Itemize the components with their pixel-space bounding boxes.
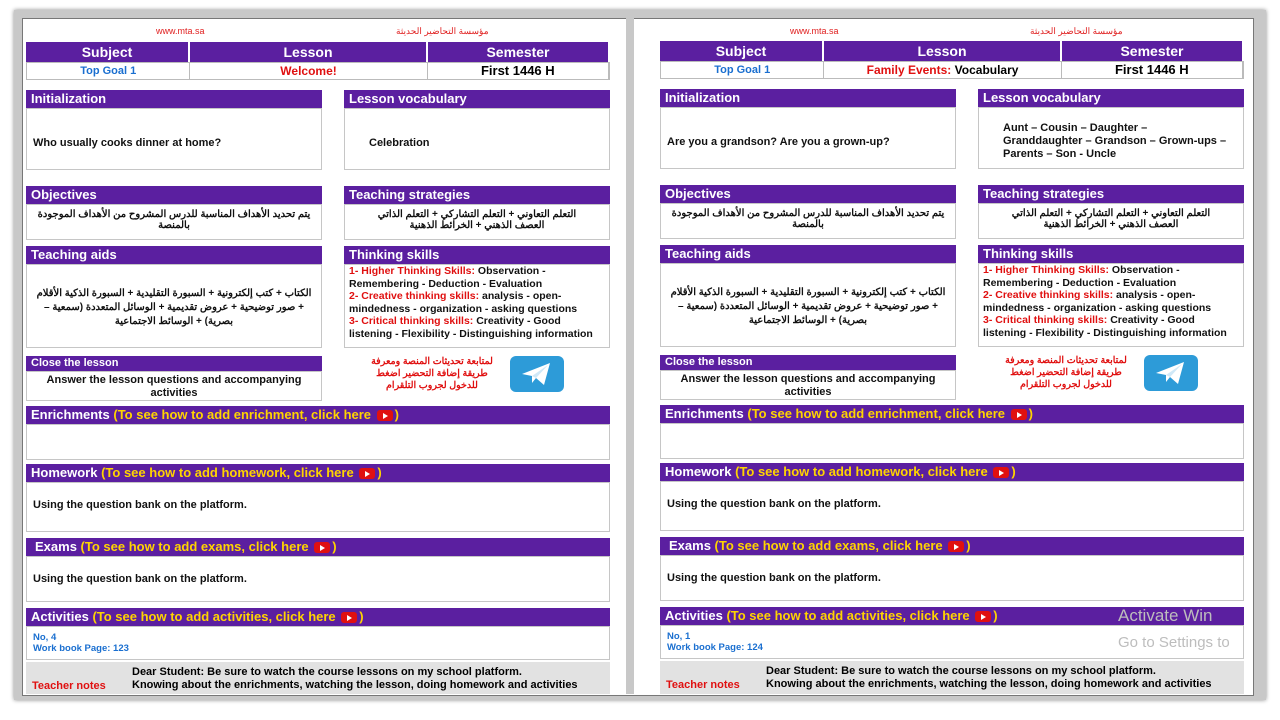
- subject-value: Top Goal 1: [661, 62, 824, 78]
- telegram-icon[interactable]: [1144, 355, 1198, 391]
- exams-text: Using the question bank on the platform.: [26, 556, 610, 602]
- lesson-value-red: Family Events:: [866, 63, 952, 77]
- youtube-icon[interactable]: [314, 542, 330, 553]
- homework-link[interactable]: (To see how to add homework, click here: [735, 464, 988, 479]
- semester-header: Semester: [1062, 41, 1244, 61]
- thinking-2-text: analysis - open-mindedness - organization - asking questions: [983, 289, 1212, 314]
- enrichments-link[interactable]: (To see how to add enrichment, click here: [747, 406, 1006, 421]
- activities-link-close: ): [359, 609, 364, 624]
- homework-text: Using the question bank on the platform.: [26, 482, 610, 532]
- youtube-icon[interactable]: [359, 468, 375, 479]
- lesson-page-1: [26, 18, 626, 694]
- homework-link-close: ): [377, 465, 382, 480]
- thinking-2-label: 2- Creative thinking skills:: [349, 290, 480, 302]
- activities-bar: [26, 608, 610, 626]
- page-divider: [626, 18, 634, 694]
- exams-bar: [26, 538, 610, 556]
- header-row: [26, 42, 610, 62]
- activation-watermark-line-1: Activate Win: [1118, 606, 1213, 625]
- exams-text: Using the question bank on the platform.: [660, 555, 1244, 601]
- homework-link-close: ): [1011, 464, 1016, 479]
- exams-title: Exams: [669, 538, 711, 553]
- activities-workbook-page: Work book Page: 123: [33, 643, 129, 654]
- youtube-icon[interactable]: [975, 611, 991, 622]
- semester-value: First 1446 H: [428, 63, 609, 79]
- objectives-title: Objectives: [660, 185, 956, 203]
- activities-link[interactable]: (To see how to add activities, click here: [92, 609, 336, 624]
- thinking-box: [978, 263, 1244, 347]
- initialization-title: Initialization: [660, 89, 956, 107]
- exams-link[interactable]: (To see how to add exams, click here: [714, 538, 943, 553]
- youtube-icon[interactable]: [993, 467, 1009, 478]
- exams-bar: [660, 537, 1244, 555]
- thinking-box: [344, 264, 610, 348]
- objectives-title: Objectives: [26, 186, 322, 204]
- thinking-3-label: 3- Critical thinking skills:: [983, 314, 1108, 326]
- vocabulary-title: Lesson vocabulary: [978, 89, 1244, 107]
- lesson-value-black: Vocabulary: [951, 63, 1019, 77]
- enrichments-content: [26, 424, 610, 460]
- activities-title: Activities: [665, 608, 723, 623]
- teacher-notes-text: [766, 665, 1212, 691]
- thinking-2-text: analysis - open-mindedness - organization - asking questions: [349, 290, 578, 315]
- lesson-value-red: Welcome!: [280, 64, 337, 78]
- lesson-header: Lesson: [824, 41, 1062, 61]
- teacher-notes-line-1: Dear Student: Be sure to watch the course lessons on my school platform.: [132, 666, 522, 678]
- homework-bar: [26, 464, 610, 482]
- info-row: [26, 62, 610, 80]
- vocabulary-text: Celebration: [344, 108, 610, 170]
- enrichments-link-close: ): [394, 407, 399, 422]
- site-name-ar: مؤسسة التحاضير الحديثة: [396, 26, 489, 36]
- site-url[interactable]: www.mta.sa: [790, 26, 839, 36]
- aids-text: الكتاب + كتب إلكترونية + السبورة التقليدية + السبورة الذكية الأقلام + صور توضيحية + عروض تقديمية + الوسائل المتعددة (سمعية – بصرية) + الوسائط الاجتماعية: [660, 263, 956, 347]
- lesson-page-2: [660, 18, 1260, 694]
- teacher-notes: [660, 661, 1244, 694]
- teacher-notes-label: Teacher notes: [32, 680, 106, 692]
- lesson-header: Lesson: [190, 42, 428, 62]
- telegram-promo-text[interactable]: لمتابعة تحديثات المنصة ومعرفة طريقة إضافة التحضير اضغط للدخول لجروب التلقرام: [1005, 355, 1127, 390]
- enrichments-bar: [660, 405, 1244, 423]
- thinking-title: Thinking skills: [978, 245, 1244, 263]
- teacher-notes-label: Teacher notes: [666, 679, 740, 691]
- thinking-1-text: Observation - Remembering - Deduction - Evaluation: [349, 265, 546, 290]
- close-text: Answer the lesson questions and accompanying activities: [26, 371, 322, 401]
- activities-title: Activities: [31, 609, 89, 624]
- thinking-3-text: Creativity - Good listening - Flexibility - Distinguishing information: [983, 314, 1227, 339]
- exams-title: Exams: [35, 539, 77, 554]
- telegram-promo-text[interactable]: لمتابعة تحديثات المنصة ومعرفة طريقة إضافة التحضير اضغط للدخول لجروب التلقرام: [371, 356, 493, 391]
- telegram-icon[interactable]: [510, 356, 564, 392]
- youtube-icon[interactable]: [377, 410, 393, 421]
- info-row: [660, 61, 1244, 79]
- objectives-text: يتم تحديد الأهداف المناسبة للدرس المشروح من الأهداف الموجودة بالمنصة: [26, 204, 322, 240]
- homework-title: Homework: [665, 464, 732, 479]
- close-title: Close the lesson: [660, 355, 956, 370]
- subject-header: Subject: [26, 42, 190, 62]
- strategies-text: التعلم التعاوني + التعلم التشاركي + التعلم الذاتي العصف الذهني + الخرائط الذهنية: [344, 204, 610, 240]
- aids-title: Teaching aids: [26, 246, 322, 264]
- enrichments-link[interactable]: (To see how to add enrichment, click here: [113, 407, 372, 422]
- homework-text: Using the question bank on the platform.: [660, 481, 1244, 531]
- activities-number: No, 4: [33, 632, 57, 643]
- teacher-notes-line-1: Dear Student: Be sure to watch the course lessons on my school platform.: [766, 665, 1156, 677]
- strategies-title: Teaching strategies: [978, 185, 1244, 203]
- homework-title: Homework: [31, 465, 98, 480]
- thinking-3-label: 3- Critical thinking skills:: [349, 315, 474, 327]
- strategies-text: التعلم التعاوني + التعلم التشاركي + التعلم الذاتي العصف الذهني + الخرائط الذهنية: [978, 203, 1244, 239]
- activities-link[interactable]: (To see how to add activities, click here: [726, 608, 970, 623]
- activities-content: [26, 626, 610, 660]
- exams-link-close: ): [332, 539, 337, 554]
- teacher-notes-line-2: Knowing about the enrichments, watching the lesson, doing homework and activities: [766, 678, 1212, 690]
- activities-number: No, 1: [667, 631, 691, 642]
- lesson-value: [190, 63, 427, 79]
- activities-link-close: ): [993, 608, 998, 623]
- exams-link[interactable]: (To see how to add exams, click here: [80, 539, 309, 554]
- teacher-notes: [26, 662, 610, 694]
- enrichments-title: Enrichments: [31, 407, 110, 422]
- activation-watermark-line-2[interactable]: Go to Settings to: [1118, 634, 1230, 651]
- homework-bar: [660, 463, 1244, 481]
- initialization-text: Who usually cooks dinner at home?: [26, 108, 322, 170]
- enrichments-link-close: ): [1028, 406, 1033, 421]
- enrichments-title: Enrichments: [665, 406, 744, 421]
- enrichments-content: [660, 423, 1244, 459]
- site-name-ar: مؤسسة التحاضير الحديثة: [1030, 26, 1123, 36]
- semester-value: First 1446 H: [1062, 62, 1243, 78]
- vocabulary-title: Lesson vocabulary: [344, 90, 610, 108]
- aids-title: Teaching aids: [660, 245, 956, 263]
- homework-link[interactable]: (To see how to add homework, click here: [101, 465, 354, 480]
- thinking-1-label: 1- Higher Thinking Skills:: [983, 264, 1110, 276]
- teacher-notes-line-2: Knowing about the enrichments, watching the lesson, doing homework and activities: [132, 679, 578, 691]
- thinking-1-label: 1- Higher Thinking Skills:: [349, 265, 476, 277]
- activities-workbook-page: Work book Page: 124: [667, 642, 763, 653]
- site-url[interactable]: www.mta.sa: [156, 26, 205, 36]
- strategies-title: Teaching strategies: [344, 186, 610, 204]
- enrichments-bar: [26, 406, 610, 424]
- thinking-1-text: Observation - Remembering - Deduction - Evaluation: [983, 264, 1180, 289]
- subject-value: Top Goal 1: [27, 63, 190, 79]
- aids-text: الكتاب + كتب إلكترونية + السبورة التقليدية + السبورة الذكية الأقلام + صور توضيحية + عروض تقديمية + الوسائل المتعددة (سمعية – بصرية) + الوسائط الاجتماعية: [26, 264, 322, 348]
- vocabulary-text: Aunt – Cousin – Daughter – Granddaughter – Grandson – Grown-ups – Parents – Son - Uncle: [978, 107, 1244, 169]
- youtube-icon[interactable]: [948, 541, 964, 552]
- exams-link-close: ): [966, 538, 971, 553]
- initialization-title: Initialization: [26, 90, 322, 108]
- lesson-value: [824, 62, 1061, 78]
- semester-header: Semester: [428, 42, 610, 62]
- subject-header: Subject: [660, 41, 824, 61]
- objectives-text: يتم تحديد الأهداف المناسبة للدرس المشروح من الأهداف الموجودة بالمنصة: [660, 203, 956, 239]
- youtube-icon[interactable]: [341, 612, 357, 623]
- close-title: Close the lesson: [26, 356, 322, 371]
- youtube-icon[interactable]: [1011, 409, 1027, 420]
- initialization-text: Are you a grandson? Are you a grown-up?: [660, 107, 956, 169]
- close-text: Answer the lesson questions and accompanying activities: [660, 370, 956, 400]
- header-row: [660, 41, 1244, 61]
- thinking-3-text: Creativity - Good listening - Flexibility - Distinguishing information: [349, 315, 593, 340]
- thinking-title: Thinking skills: [344, 246, 610, 264]
- teacher-notes-text: [132, 666, 578, 692]
- thinking-2-label: 2- Creative thinking skills:: [983, 289, 1114, 301]
